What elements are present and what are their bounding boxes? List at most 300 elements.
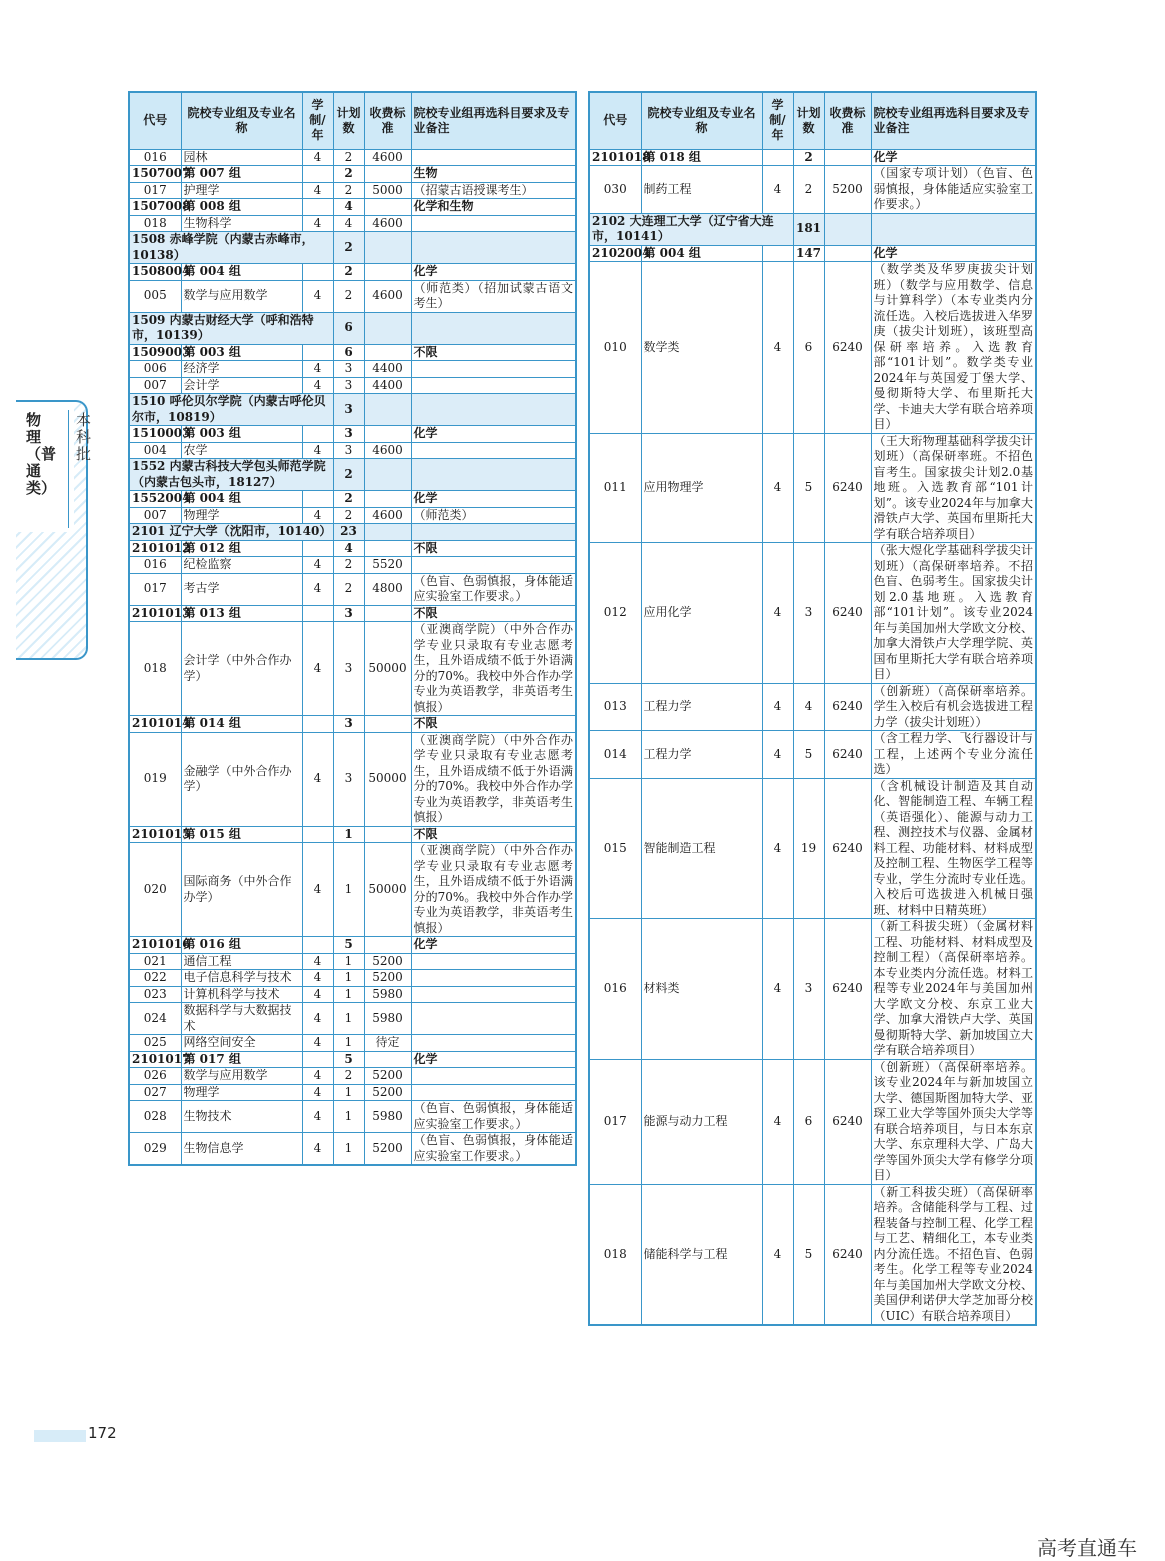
study-years: 4 [302,149,333,166]
major-name: 农学 [181,442,302,459]
study-years: 4 [762,778,793,919]
fee-cell [824,149,871,166]
tuition-fee: 5000 [364,182,411,199]
years-cell [302,344,333,361]
major-note [411,557,576,574]
major-code: 016 [129,557,181,574]
years-cell [302,491,333,508]
group-code: 2101014 [129,716,181,733]
group-name: 第 007 组 [181,166,302,183]
group-code: 1508004 [129,264,181,281]
major-code: 016 [589,919,641,1060]
group-name: 第 003 组 [181,344,302,361]
tuition-fee: 5980 [364,986,411,1003]
fee-cell [364,199,411,216]
major-note: （创新班）（高保研率培养。该专业2024年与新加坡国立大学、德国斯图加特大学、亚琛工业大学等国外顶尖大学等有联合培养项目，与日本东京大学、东京理科大学、广岛大学等国外顶尖大学有修学分项目） [871,1059,1036,1184]
plan-count: 3 [793,919,824,1060]
major-row [129,377,576,394]
major-note: （创新班）（高保研率培养。学生入校后有机会选拔进工程力学（拔尖计划班）） [871,683,1036,731]
tuition-fee: 4400 [364,377,411,394]
plan-count: 181 [793,213,824,245]
major-note [411,215,576,232]
fee-cell [824,245,871,262]
subject-requirement: 化学和生物 [411,199,576,216]
major-code: 015 [589,778,641,919]
group-row [129,826,576,843]
school-row [129,232,576,264]
major-note [411,986,576,1003]
note-cell [411,524,576,541]
major-row [129,149,576,166]
group-name: 第 015 组 [181,826,302,843]
school-row [129,312,576,344]
major-code: 013 [589,683,641,731]
group-code: 1510003 [129,426,181,443]
tuition-fee: 6240 [824,543,871,684]
study-years: 4 [762,919,793,1060]
header-name: 院校专业组及专业名称 [641,92,762,149]
major-note [411,1068,576,1085]
header-years: 学制/年 [762,92,793,149]
plan-count: 1 [333,843,364,937]
fee-cell [364,937,411,954]
group-row [129,344,576,361]
subject-requirement: 化学 [411,264,576,281]
major-name: 国际商务（中外合作办学） [181,843,302,937]
major-row [129,1003,576,1035]
group-name: 第 004 组 [181,491,302,508]
fee-cell [364,540,411,557]
tuition-fee: 6240 [824,683,871,731]
plan-count: 3 [333,442,364,459]
fee-cell [364,232,411,264]
years-cell [302,540,333,557]
study-years: 4 [302,1068,333,1085]
fee-cell [364,491,411,508]
page-number: 172 [88,1424,117,1442]
plan-count: 2 [333,166,364,183]
major-row [589,778,1036,919]
group-name: 第 003 组 [181,426,302,443]
plan-count: 4 [333,540,364,557]
study-years: 4 [762,683,793,731]
tuition-fee: 5200 [824,166,871,214]
study-years: 4 [302,1084,333,1101]
plan-count: 1 [333,826,364,843]
major-name: 生物信息学 [181,1133,302,1166]
major-code: 026 [129,1068,181,1085]
major-row [129,1133,576,1166]
plan-count: 1 [333,970,364,987]
plan-count: 3 [793,543,824,684]
major-note [411,1003,576,1035]
fee-cell [364,344,411,361]
study-years: 4 [302,280,333,312]
header-plan: 计划数 [333,92,364,149]
fee-cell [364,1051,411,1068]
plan-count: 2 [793,149,824,166]
fee-cell [364,312,411,344]
major-code: 017 [129,182,181,199]
plan-count: 2 [333,1068,364,1085]
plan-count: 3 [333,377,364,394]
plan-count: 1 [333,953,364,970]
plan-count: 2 [333,507,364,524]
tuition-fee: 50000 [364,732,411,826]
study-years: 4 [302,843,333,937]
major-note: （色盲、色弱慎报，身体能适应实验室工作要求。） [411,1101,576,1133]
tuition-fee: 4600 [364,149,411,166]
study-years: 4 [302,1003,333,1035]
tuition-fee: 5200 [364,1084,411,1101]
major-name: 制药工程 [641,166,762,214]
major-row [129,215,576,232]
plan-count: 3 [333,716,364,733]
major-code: 005 [129,280,181,312]
major-row [589,731,1036,779]
study-years: 4 [762,731,793,779]
group-code: 1507008 [129,199,181,216]
major-name: 会计学 [181,377,302,394]
fee-cell [364,605,411,622]
study-years: 4 [762,166,793,214]
school-title: 1510 呼伦贝尔学院（内蒙古呼伦贝尔市，10819） [129,394,333,426]
fee-cell [364,459,411,491]
subject-requirement: 不限 [411,826,576,843]
major-name: 网络空间安全 [181,1035,302,1052]
group-name: 第 013 组 [181,605,302,622]
major-name: 物理学 [181,1084,302,1101]
major-note [411,970,576,987]
years-cell [762,245,793,262]
group-name: 第 008 组 [181,199,302,216]
fee-cell [824,213,871,245]
major-row [129,573,576,605]
tuition-fee: 4600 [364,215,411,232]
major-row [129,361,576,378]
group-code: 1509003 [129,344,181,361]
major-row [129,622,576,716]
header-code: 代号 [129,92,181,149]
major-code: 017 [589,1059,641,1184]
major-code: 018 [129,215,181,232]
school-row [129,524,576,541]
major-note [411,149,576,166]
study-years: 4 [762,433,793,543]
major-name: 智能制造工程 [641,778,762,919]
group-row [129,426,576,443]
watermark-text: 高考直通车 [1037,1536,1137,1560]
tuition-fee: 4600 [364,280,411,312]
major-code: 010 [589,262,641,434]
plan-count: 1 [333,1101,364,1133]
fee-cell [364,426,411,443]
side-tab-category: 物理（普通类） [26,411,57,497]
subject-requirement: 不限 [411,605,576,622]
header-fee: 收费标准 [364,92,411,149]
header-note: 院校专业组再选科目要求及专业备注 [871,92,1036,149]
major-name: 园林 [181,149,302,166]
tuition-fee: 5980 [364,1101,411,1133]
major-note: （师范类） [411,507,576,524]
group-name: 第 012 组 [181,540,302,557]
major-row [589,919,1036,1060]
plan-count: 3 [333,605,364,622]
major-note: （含工程力学、飞行器设计与工程，上述两个专业分流任选） [871,731,1036,779]
years-cell [302,605,333,622]
major-row [589,433,1036,543]
group-row [129,491,576,508]
fee-cell [364,264,411,281]
subject-requirement: 化学 [411,491,576,508]
years-cell [762,149,793,166]
plan-count: 5 [793,1184,824,1325]
major-name: 材料类 [641,919,762,1060]
group-row [129,264,576,281]
major-note: （数学类及华罗庚拔尖计划班）（数学与应用数学、信息与计算科学）（本专业类内分流任选。入校后选拔进入华罗庚（拔尖计划班），该班型高保研率培养。入选教育部“101计划”。数学类专业2024年与英国爱丁堡大学、曼彻斯特大学、布里斯托大学、卡迪夫大学有联合培养项目） [871,262,1036,434]
major-note [411,377,576,394]
major-row [589,1059,1036,1184]
plan-count: 1 [333,986,364,1003]
major-code: 020 [129,843,181,937]
plan-count: 2 [333,459,364,491]
study-years: 4 [302,622,333,716]
major-note: （师范类）（招加试蒙古语文考生） [411,280,576,312]
note-cell [871,213,1036,245]
major-code: 014 [589,731,641,779]
major-row [129,507,576,524]
major-note: （亚澳商学院）（中外合作办学专业只录取有专业志愿考生，且外语成绩不低于外语满分的70%。我校中外合作办学专业为英语教学，非英语考生慎报） [411,843,576,937]
tuition-fee: 6240 [824,262,871,434]
group-name: 第 018 组 [641,149,762,166]
group-code: 2101013 [129,605,181,622]
group-code: 2101017 [129,1051,181,1068]
subject-requirement: 生物 [411,166,576,183]
plan-count: 6 [333,312,364,344]
major-note: （亚澳商学院）（中外合作办学专业只录取有专业志愿考生，且外语成绩不低于外语满分的70%。我校中外合作办学专业为英语教学，非英语考生慎报） [411,732,576,826]
plan-count: 5 [793,731,824,779]
plan-count: 1 [333,1003,364,1035]
major-name: 金融学（中外合作办学） [181,732,302,826]
study-years: 4 [302,377,333,394]
category-side-tab [16,400,92,660]
major-name: 计算机科学与技术 [181,986,302,1003]
major-name: 通信工程 [181,953,302,970]
subject-requirement: 不限 [411,540,576,557]
plan-count: 147 [793,245,824,262]
plan-count: 6 [793,1059,824,1184]
group-row [129,199,576,216]
plan-count: 2 [333,280,364,312]
subject-requirement: 化学 [411,1051,576,1068]
major-name: 考古学 [181,573,302,605]
plan-count: 2 [333,149,364,166]
school-row [129,394,576,426]
plan-count: 2 [333,573,364,605]
tuition-fee: 6240 [824,731,871,779]
major-note: （招蒙古语授课考生） [411,182,576,199]
plan-count: 5 [333,1051,364,1068]
major-name: 护理学 [181,182,302,199]
group-row [129,716,576,733]
major-name: 能源与动力工程 [641,1059,762,1184]
years-cell [302,264,333,281]
tuition-fee: 6240 [824,433,871,543]
study-years: 4 [302,986,333,1003]
major-code: 030 [589,166,641,214]
major-code: 007 [129,377,181,394]
group-code: 2101018 [589,149,641,166]
major-code: 018 [589,1184,641,1325]
major-name: 数学与应用数学 [181,1068,302,1085]
fee-cell [364,166,411,183]
plan-count: 6 [793,262,824,434]
study-years: 4 [302,361,333,378]
header-name: 院校专业组及专业名称 [181,92,302,149]
note-cell [411,232,576,264]
major-name: 生物技术 [181,1101,302,1133]
header-plan: 计划数 [793,92,824,149]
group-row [129,1051,576,1068]
years-cell [302,716,333,733]
major-note: （亚澳商学院）（中外合作办学专业只录取有专业志愿考生，且外语成绩不低于外语满分的70%。我校中外合作办学专业为英语教学，非英语考生慎报） [411,622,576,716]
major-note: （新工科拔尖班）（高保研率培养。含储能科学与工程、过程装备与控制工程、化学工程与工艺、精细化工，本专业类内分流任选。不招色盲、色弱考生。化学工程等专业2024年与美国加州大学欧文分校、美国伊利诺伊大学芝加哥分校（UIC）有联合培养项目） [871,1184,1036,1325]
major-row [129,843,576,937]
major-code: 019 [129,732,181,826]
fee-cell [364,826,411,843]
side-tab-batch: 本科批 [76,411,92,463]
years-cell [302,199,333,216]
tuition-fee: 6240 [824,778,871,919]
major-code: 004 [129,442,181,459]
group-name: 第 004 组 [181,264,302,281]
major-name: 应用物理学 [641,433,762,543]
plan-count: 2 [333,491,364,508]
major-row [129,970,576,987]
major-code: 017 [129,573,181,605]
study-years: 4 [302,573,333,605]
group-code: 2101016 [129,937,181,954]
tuition-fee: 4400 [364,361,411,378]
major-code: 027 [129,1084,181,1101]
major-name: 数学类 [641,262,762,434]
header-code: 代号 [589,92,641,149]
major-note: （色盲、色弱慎报，身体能适应实验室工作要求。） [411,573,576,605]
group-code: 1507007 [129,166,181,183]
study-years: 4 [762,1059,793,1184]
plan-count: 1 [333,1035,364,1052]
major-code: 018 [129,622,181,716]
tuition-fee: 5200 [364,1133,411,1166]
fee-cell [364,716,411,733]
plan-count: 3 [333,426,364,443]
header-fee: 收费标准 [824,92,871,149]
major-code: 021 [129,953,181,970]
study-years: 4 [302,507,333,524]
plan-count: 23 [333,524,364,541]
subject-requirement: 不限 [411,716,576,733]
major-name: 应用化学 [641,543,762,684]
major-note: （含机械设计制造及其自动化、智能制造工程、车辆工程（英语强化）、能源与动力工程、测控技术与仪器、金属材料工程、功能材料、材料成型及控制工程、生物医学工程等专业，学生分流时专业任选。入校后可选拔进入机械日强班、材料中日精英班） [871,778,1036,919]
major-note: （新工科拔尖班）（金属材料工程、功能材料、材料成型及控制工程）（高保研率培养。本专业类内分流任选。材料工程等专业2024年与美国加州大学欧文分校、东京工业大学、加拿大滑铁卢大学、英国曼彻斯特大学、新加坡国立大学有联合培养项目） [871,919,1036,1060]
major-row [129,1084,576,1101]
major-row [129,953,576,970]
tuition-fee: 5520 [364,557,411,574]
school-title: 1509 内蒙古财经大学（呼和浩特市，10139） [129,312,333,344]
tuition-fee: 6240 [824,919,871,1060]
major-code: 024 [129,1003,181,1035]
years-cell [302,1051,333,1068]
study-years: 4 [302,1133,333,1166]
note-cell [411,312,576,344]
study-years: 4 [762,1184,793,1325]
group-row [129,605,576,622]
major-name: 数据科学与大数据技术 [181,1003,302,1035]
major-row [589,1184,1036,1325]
years-cell [302,166,333,183]
fee-cell [364,394,411,426]
study-years: 4 [302,182,333,199]
major-code: 007 [129,507,181,524]
years-cell [302,826,333,843]
plan-count: 3 [333,622,364,716]
major-note [411,953,576,970]
group-row [589,245,1036,262]
study-years: 4 [302,732,333,826]
major-name: 工程力学 [641,731,762,779]
tuition-fee: 5200 [364,953,411,970]
subject-requirement: 化学 [411,937,576,954]
school-title: 1552 内蒙古科技大学包头师范学院（内蒙古包头市，18127） [129,459,333,491]
major-name: 生物科学 [181,215,302,232]
major-name: 会计学（中外合作办学） [181,622,302,716]
tuition-fee: 5200 [364,1068,411,1085]
major-note: （王大珩物理基础科学拔尖计划班）（高保研率班。不招色盲考生。国家拔尖计划2.0基地班。入选教育部“101计划”。该专业2024年与加拿大滑铁卢大学、英国布里斯托大学有联合培养项目） [871,433,1036,543]
plan-count: 5 [793,433,824,543]
plan-count: 3 [333,361,364,378]
school-title: 2102 大连理工大学（辽宁省大连市，10141） [589,213,793,245]
major-row [129,182,576,199]
group-code: 2102004 [589,245,641,262]
study-years: 4 [302,215,333,232]
plan-count: 1 [333,1084,364,1101]
subject-requirement: 化学 [871,245,1036,262]
study-years: 4 [302,953,333,970]
tuition-fee: 4600 [364,442,411,459]
major-note [411,1084,576,1101]
major-code: 012 [589,543,641,684]
major-row [129,280,576,312]
major-row [589,166,1036,214]
subject-requirement: 化学 [411,426,576,443]
tuition-fee: 6240 [824,1184,871,1325]
major-code: 029 [129,1133,181,1166]
study-years: 4 [302,970,333,987]
major-row [129,442,576,459]
years-cell [302,937,333,954]
major-name: 数学与应用数学 [181,280,302,312]
plan-count: 5 [333,937,364,954]
major-note: （张大煜化学基础科学拔尖计划班）（高保研率培养。不招色盲、色弱考生。国家拔尖计划2.0基地班。入选教育部“101计划”。该专业2024年与美国加州大学欧文分校、加拿大滑铁卢大学理学院、英国布里斯托大学有联合培养项目） [871,543,1036,684]
study-years: 4 [762,262,793,434]
plan-count: 2 [793,166,824,214]
plan-count: 2 [333,232,364,264]
major-row [129,1035,576,1052]
plan-count: 1 [333,1133,364,1166]
fee-cell [364,524,411,541]
school-title: 2101 辽宁大学（沈阳市，10140） [129,524,333,541]
major-note [411,1035,576,1052]
